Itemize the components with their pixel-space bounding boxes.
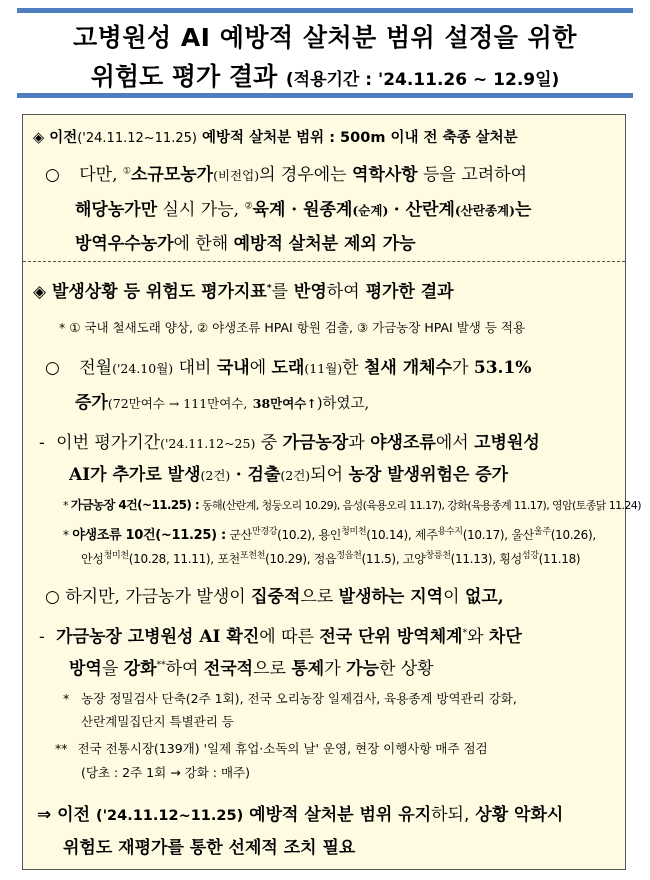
text: (11월): [304, 361, 343, 376]
footnote-marker: *: [63, 528, 69, 542]
text: ('24.11.12~11.25): [95, 808, 244, 824]
emph-text: 육계 · 원종계: [252, 200, 353, 220]
footnote-marker: **: [55, 741, 68, 756]
heading-range: 예방적 살처분 범위 : 500m 이내 전 축종 살처분: [202, 130, 518, 146]
text: 53.1%: [473, 358, 532, 378]
section2-heading: [33, 277, 454, 302]
control-line1: [39, 622, 522, 647]
text: 평가지표: [201, 282, 267, 302]
emph-text: 역학사항: [352, 165, 418, 185]
text: 으로: [253, 659, 286, 679]
heading-dates: ('24.11.12~11.25): [77, 131, 197, 146]
evaluation-indicator-note: * ① 국내 철새도래 양상, ② 야생조류 HPAI 항원 검출, ③ 가금농장 HPAI 발생 등 적용: [59, 320, 526, 335]
emph-text: 예방적 살처분 제외 가능: [233, 234, 416, 254]
text: 정읍천: [336, 551, 362, 561]
text: 철새 개체수: [363, 358, 453, 378]
control-line2: [69, 654, 434, 679]
text: 울산: [511, 528, 534, 542]
text: 용수지: [437, 527, 463, 537]
circle-bullet-icon: ○: [45, 358, 60, 378]
section-divider: [23, 261, 625, 262]
text: 창릉천: [425, 551, 451, 561]
text: 과: [348, 433, 365, 453]
text: 청미천: [341, 527, 367, 537]
text: 섬강: [521, 551, 539, 561]
text: AI가 추가로 발생: [69, 465, 201, 485]
migratory-bird-line2: [75, 388, 369, 413]
text: 증가: [75, 393, 108, 413]
text: 대비: [178, 358, 212, 378]
footnote-2-line2: (당초 : 2주 1회 → 강화 : 매주): [81, 765, 250, 780]
wild-bird-cases-line2: [81, 548, 580, 567]
section1-para-line3: [75, 229, 416, 254]
text: 하되,: [431, 805, 470, 825]
text: 의 경우에는: [259, 165, 347, 185]
text: 방역: [69, 659, 102, 679]
text: 실시 가능,: [162, 200, 240, 220]
text: 평가한 결과: [365, 282, 454, 302]
footnote-marker: *: [462, 628, 468, 639]
emph-text: 해당농가만: [75, 200, 158, 220]
text: 가: [324, 659, 341, 679]
text: 발생상황 등 위험도: [52, 282, 196, 302]
title-bottom-rule: [17, 93, 633, 98]
text: 제주: [414, 528, 438, 542]
text: 이: [443, 587, 460, 607]
section1-para-line2: [75, 195, 531, 220]
footnote-1-line2: 산란계밀집단지 특별관리 등: [81, 714, 234, 729]
text: 횡성: [499, 552, 522, 566]
diamond-marker-icon: ◈: [33, 282, 47, 302]
text: (10.2),: [277, 528, 315, 542]
emph-text: 소규모농가: [130, 165, 214, 185]
text: 야생조류 10건(~11.25) :: [72, 528, 226, 543]
emph-text: 방역우수농가: [75, 234, 174, 254]
text: (11.13),: [450, 552, 496, 566]
text: 에서: [435, 433, 469, 453]
dash-bullet: -: [39, 627, 45, 647]
footnote-marker: *: [63, 499, 68, 512]
text: (11.18): [538, 552, 581, 566]
text: 한 상황: [378, 659, 434, 679]
text: 안성: [81, 552, 104, 566]
outbreak-line2: [69, 460, 508, 485]
text: 국내: [216, 358, 250, 378]
text: (11.5),: [361, 552, 400, 566]
text: 되어: [310, 465, 344, 485]
text: (72만여수 → 111만여수,: [107, 396, 248, 411]
text: ('24.10월): [112, 361, 174, 376]
text: 청미천: [103, 551, 129, 561]
text: ('24.11.12~25): [160, 436, 256, 451]
footnote-marker: *: [63, 691, 70, 706]
footnote-marker: ②: [244, 201, 253, 212]
wild-bird-cases-line1: [63, 524, 596, 543]
diamond-marker-icon: ◈: [33, 130, 45, 146]
circle-bullet-icon: ○: [45, 165, 60, 185]
text: 를: [271, 282, 288, 302]
footnote-1-line1: [63, 689, 517, 707]
text: 하여: [326, 282, 360, 302]
emph-text: · 산란계: [393, 200, 455, 220]
text: 포천천: [239, 551, 266, 561]
text: 반영: [293, 282, 327, 302]
text: 집중적: [251, 587, 301, 607]
text: 을: [101, 659, 119, 679]
text: 전국적: [203, 659, 254, 679]
text: 하여: [165, 659, 199, 679]
however-line: [45, 582, 504, 607]
application-period: (적용기간 : '24.11.26 ~ 12.9일): [285, 70, 560, 90]
text: 차단: [488, 627, 522, 647]
text: 전월: [79, 358, 113, 378]
text: 만경강: [251, 527, 278, 537]
text: 울주: [533, 527, 551, 537]
text: 하지만, 가금농가 발생이: [65, 587, 246, 607]
footnote-2-line1: [55, 739, 488, 757]
text: (10.26),: [550, 528, 596, 542]
text: 38만여수↑: [252, 396, 317, 411]
text: (10.28, 11.11),: [128, 552, 214, 566]
text: (10.14),: [366, 528, 412, 542]
poultry-farm-cases: [63, 496, 641, 513]
text: 전국 단위 방역체계: [319, 627, 463, 647]
text: 에 따른: [259, 627, 314, 647]
text: 고병원성: [474, 433, 540, 453]
title-top-rule: [17, 8, 633, 13]
footnote-marker: ①: [122, 166, 131, 177]
text: 고양: [402, 552, 426, 566]
text: 가: [452, 358, 469, 378]
migratory-bird-line1: [45, 353, 531, 378]
conclusion-line1: [37, 800, 563, 825]
text: 중: [260, 433, 278, 453]
heading-previous: 이전: [49, 130, 78, 146]
text: 발생하는 지역: [338, 587, 444, 607]
conclusion-line2: 위험도 재평가를 통한 선제적 조치 필요: [63, 838, 356, 858]
footnote-marker: **: [156, 660, 166, 671]
text: 에 한해: [173, 234, 229, 254]
section1-heading: [33, 126, 518, 147]
text: (10.17),: [462, 528, 508, 542]
page-subtitle: [17, 57, 633, 93]
text: 군산: [229, 528, 252, 542]
text: 등을 고려하여: [423, 165, 528, 185]
outbreak-line1: [39, 428, 540, 453]
text: 상황 악화시: [475, 805, 564, 825]
text: 이전: [57, 805, 91, 825]
text: 예방적 살처분 범위 유지: [249, 805, 432, 825]
text: 동해(산란계, 청둥오리 10.29), 음성(육용오리 11.17), 강화(육용종계 11.17), 영암(토종닭 11.24): [201, 499, 641, 512]
text: 가능: [346, 659, 379, 679]
text: (10.29),: [265, 552, 311, 566]
text: 이번 평가기간: [56, 433, 161, 453]
dash-bullet: -: [39, 433, 45, 453]
text: )하였고,: [316, 396, 370, 412]
text: · 검출: [235, 465, 281, 485]
text: 다만,: [79, 165, 118, 185]
text: 포천: [217, 552, 240, 566]
text: 에: [249, 358, 267, 378]
aside-text: (산란종계): [454, 203, 516, 218]
text: 가금농장: [282, 433, 349, 453]
text: 도래: [271, 358, 305, 378]
text: 야생조류: [370, 433, 436, 453]
text: (2건): [280, 468, 311, 483]
text: 농장 발생위험은 증가: [348, 465, 509, 485]
text: 가금농장 4건(~11.25) :: [70, 498, 200, 512]
text: 으로: [300, 587, 334, 607]
text: 없고,: [464, 587, 504, 607]
text: 전국 전통시장(139개) '일제 휴업·소독의 날' 운영, 현장 이행사항 매주 점검: [77, 741, 488, 756]
text: 정읍: [313, 552, 337, 566]
section1-para-line1: [45, 160, 527, 185]
page-title: 고병원성 AI 예방적 살처분 범위 설정을 위한: [73, 23, 577, 52]
aside-text: (비전업): [213, 168, 260, 183]
text: (2건): [200, 468, 231, 483]
text: 강화: [123, 659, 157, 679]
title-band: [17, 8, 633, 98]
text: 와: [467, 627, 484, 647]
emph-text: 는: [515, 200, 532, 220]
subtitle-text: 위험도 평가 결과: [90, 62, 278, 91]
text: 통제: [291, 659, 325, 679]
content-box: [22, 114, 641, 870]
text: 용인: [318, 528, 342, 542]
text: 가금농장 고병원성 AI 확진: [56, 627, 260, 647]
text: 농장 정밀검사 단축(2주 1회), 전국 오리농장 일제검사, 육용종계 방역관리 강화,: [81, 691, 517, 706]
footnote-marker: *: [266, 283, 272, 294]
circle-bullet-icon: ○: [45, 587, 60, 607]
aside-text: (순계): [352, 203, 389, 218]
double-arrow-icon: ⇒: [37, 805, 52, 825]
text: 한: [342, 358, 359, 378]
